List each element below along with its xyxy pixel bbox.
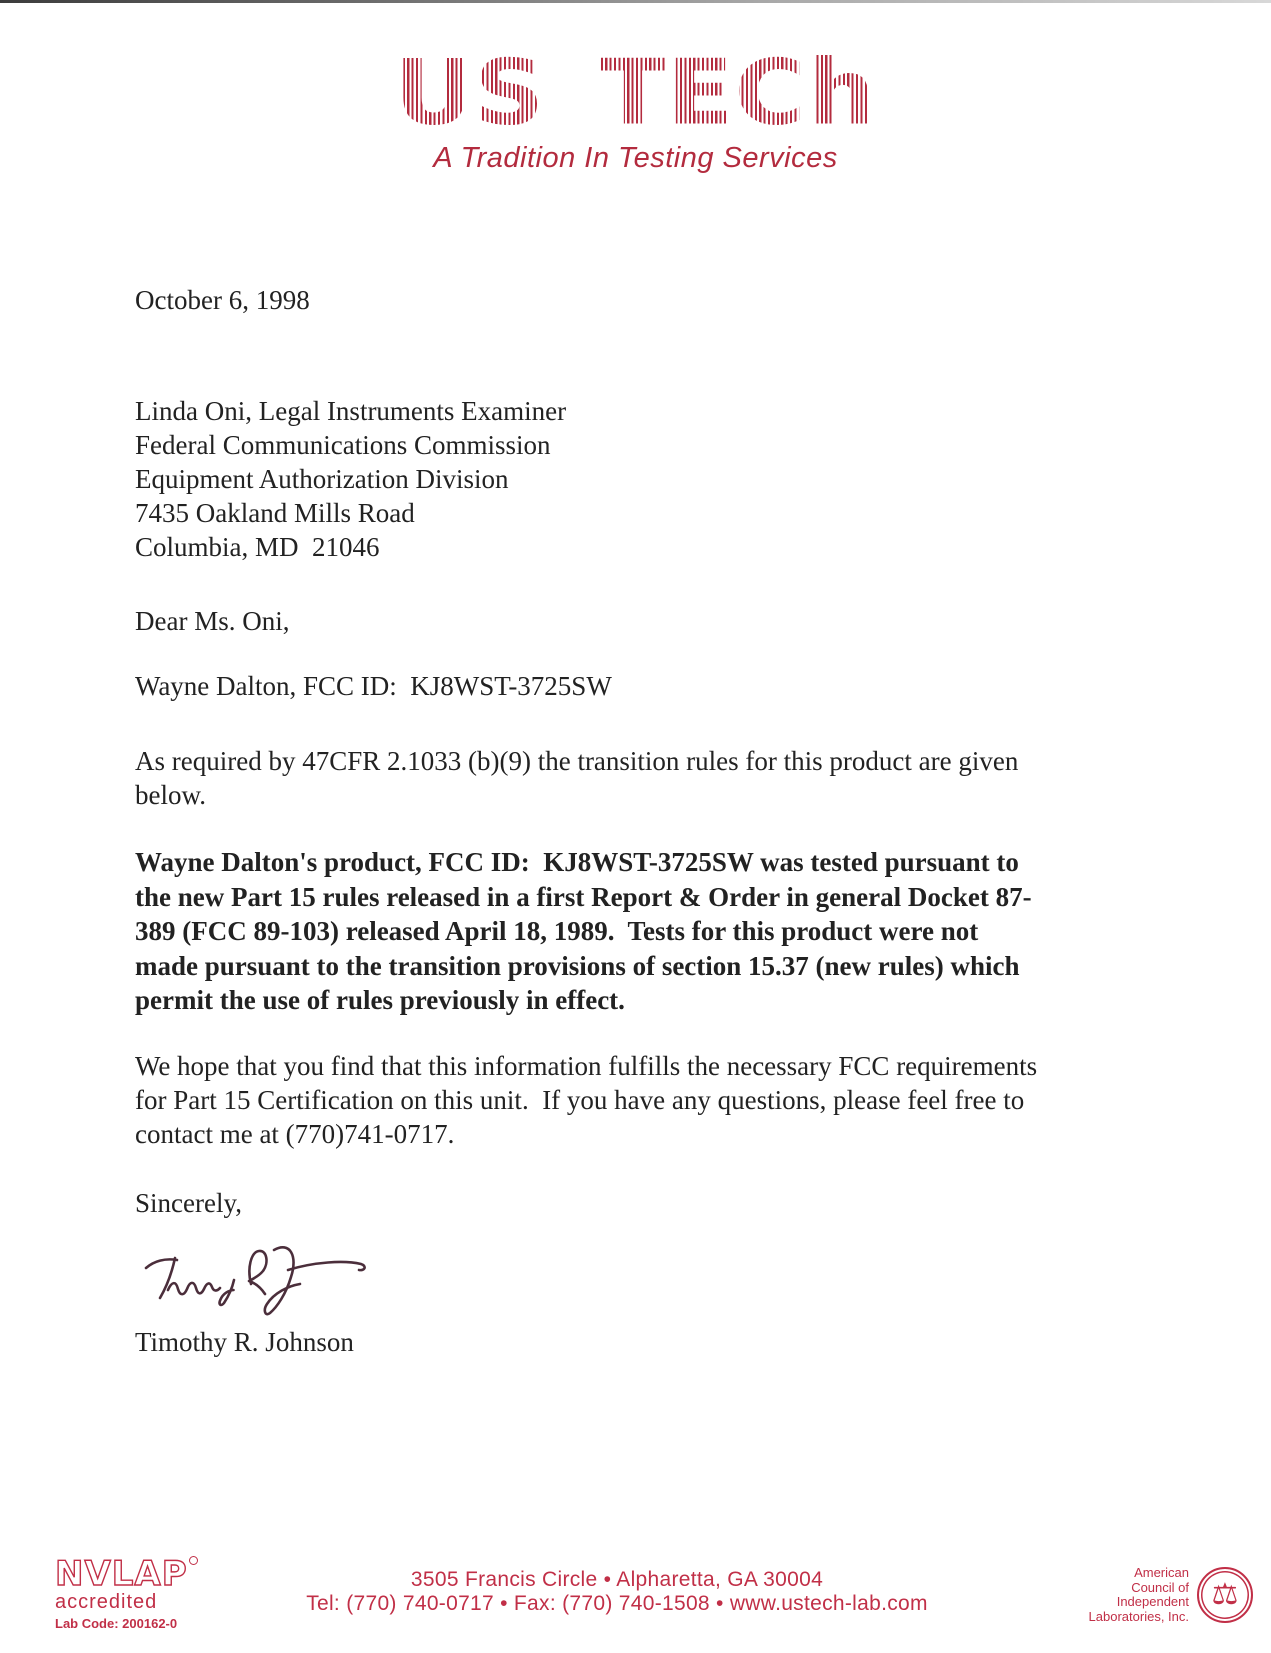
recipient-address-block [135,394,566,564]
nvlap-accredited-label: accredited [55,1591,158,1613]
subject-line [135,669,612,703]
paragraph-line: for Part 15 Certification on this unit. If you have any questions, please feel free to [135,1085,1025,1115]
paragraph-line: below. [135,780,206,810]
salutation [135,604,289,638]
closing-text: Sincerely, [135,1188,242,1218]
acil-line: American [1134,1565,1189,1580]
nvlap-wordmark [55,1554,188,1594]
salutation-text: Dear Ms. Oni, [135,606,290,636]
recipient-line: Equipment Authorization Division [135,464,509,494]
scan-artifact-line [0,0,1271,3]
acil-line: Council of [1131,1579,1189,1595]
paragraph-line: We hope that you find that this information fulfills the necessary FCC requirements [135,1051,1038,1081]
paragraph-line: made pursuant to the transition provisions of section 15.37 (new rules) which [135,950,1020,981]
paragraph-line: the new Part 15 rules released in a first Report & Order in general Docket 87- [135,881,1032,912]
recipient-line: 7435 Oakland Mills Road [135,498,415,528]
paragraph-closing-remarks [135,1049,1037,1151]
scales-icon: ⚖ [1211,1577,1239,1612]
acil-membership-logo [1089,1566,1253,1624]
signer-name [135,1325,354,1359]
paragraph-tested-pursuant-bold [135,845,1032,1018]
acil-seal [1197,1567,1253,1623]
footer-phone-line: Tel: (770) 740-0717 • Fax: (770) 740-1508 • www.ustech-lab.com [306,1592,928,1615]
signer-name-text: Timothy R. Johnson [135,1327,354,1357]
subject-text: Wayne Dalton, FCC ID: KJ8WST-3725SW [135,671,612,701]
nvlap-accreditation-logo [55,1554,188,1633]
closing-salutation [135,1186,242,1220]
company-tagline: A Tradition In Testing Services [433,142,838,174]
date-text: October 6, 1998 [135,285,310,315]
recipient-line: Federal Communications Commission [135,430,551,460]
paragraph-line: permit the use of rules previously in effect. [135,985,625,1015]
footer-contact-block [306,1568,928,1616]
acil-line: Laboratories, Inc. [1088,1608,1189,1624]
company-logo-wordmark: US TECh [394,39,877,146]
registered-mark-icon [189,1556,198,1565]
footer-address-line: 3505 Francis Circle • Alpharetta, GA 30004 [410,1568,824,1591]
nvlap-lab-code: Lab Code: 200162-0 [55,1616,178,1631]
paragraph-transition-rules [135,744,1018,812]
nvlap-wordmark-text: NVLAP [55,1554,188,1594]
acil-line: Independent [1116,1594,1189,1609]
letter-date [135,283,310,317]
paragraph-line: 389 (FCC 89-103) released April 18, 1989. Tests for this product were not [135,916,979,946]
recipient-line: Columbia, MD 21046 [135,532,380,562]
paragraph-line: As required by 47CFR 2.1033 (b)(9) the transition rules for this product are given [135,746,1019,776]
paragraph-line: contact me at (770)741-0717. [135,1119,455,1149]
company-logo [0,39,1271,175]
handwritten-signature [138,1238,383,1328]
paragraph-line: Wayne Dalton's product, FCC ID: KJ8WST-3725SW was tested pursuant to [135,847,1019,877]
recipient-line: Linda Oni, Legal Instruments Examiner [135,396,567,426]
acil-name-text [1089,1566,1189,1624]
